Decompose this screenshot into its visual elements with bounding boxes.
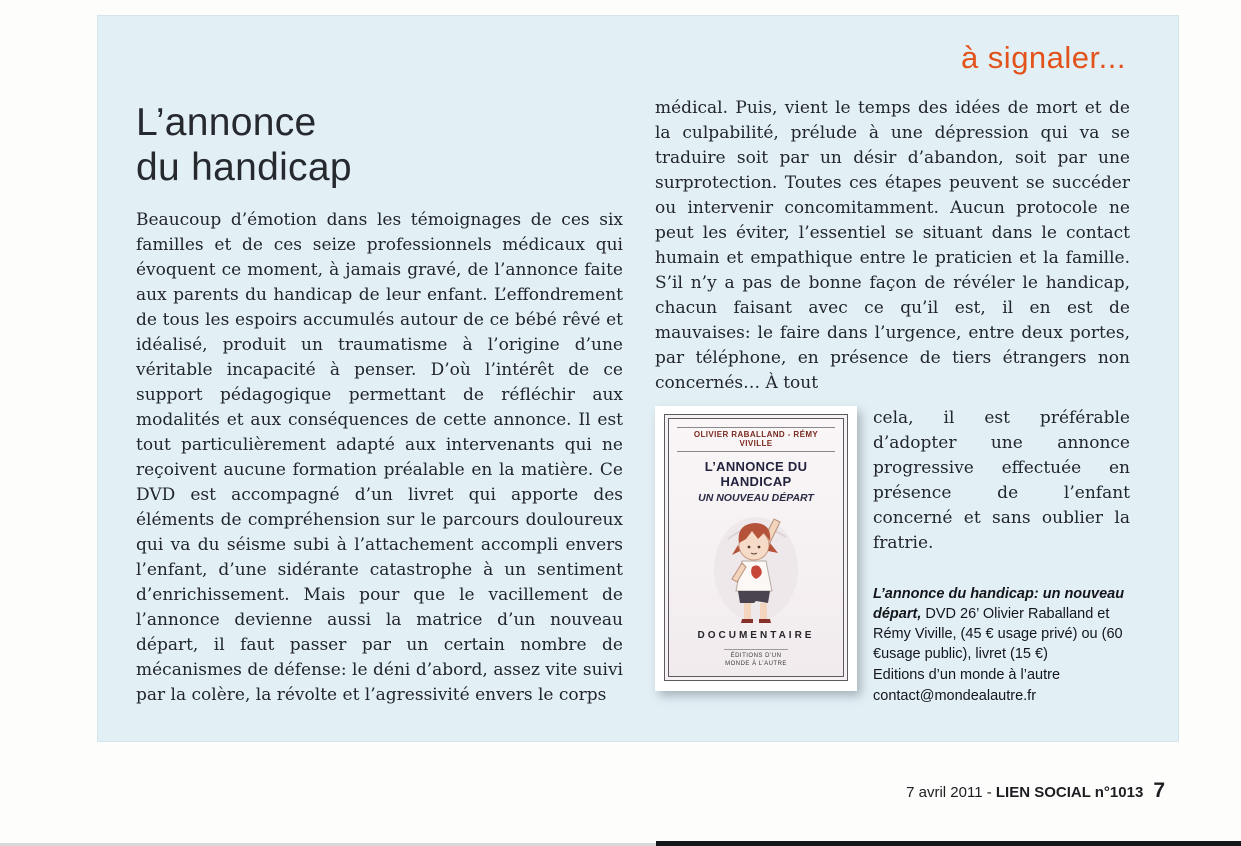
section-label: à signaler... bbox=[960, 40, 1126, 75]
dvd-cover bbox=[664, 414, 848, 681]
article-title bbox=[136, 100, 623, 190]
dvd-cover-title: L’ANNONCE DU HANDICAP bbox=[704, 459, 808, 489]
media-row bbox=[655, 406, 1130, 706]
article-title-line1: L’annonce bbox=[136, 101, 317, 144]
article-panel bbox=[97, 15, 1179, 742]
dvd-caption-contact: contact@mondealautre.fr bbox=[873, 688, 1037, 704]
media-side-column bbox=[873, 406, 1130, 706]
dvd-cover-photo bbox=[655, 406, 857, 691]
article-body-right-top: médical. Puis, vient le temps des idées de mort et de la culpabilité, prélude à une dépression qui va se traduire soit par un désir d’abandon, soit par une surprotection. Toutes ces étapes peuvent se succéder ou intervenir concomitamment. Aucun protocole ne peut les éviter, l’essentiel se situant dans le contact humain et empathique entre le praticien et la famille. S’il n’y a pas de bonne façon de révéler le handicap, chacun faisant avec ce qu’il est, il en est de mauvaises: le faire dans l’urgence, entre deux portes, par téléphone, en présence de tiers étrangers non concernés… À tout bbox=[655, 98, 1130, 393]
footer-issue: LIEN SOCIAL n°1013 bbox=[995, 784, 1144, 801]
dvd-caption-details: DVD 26’ Olivier Raballand et Rémy Viville, (45 € usage privé) ou (60 €usage public), livret (15 €) bbox=[873, 606, 1123, 662]
article-body-right-wrap: cela, il est préférable d’adopter une annonce progressive effectuée en présence de l’enfant concerné et sans oublier la fratrie. bbox=[873, 408, 1130, 553]
dvd-cover-authors: OLIVIER RABALLAND - RÉMY VIVILLE bbox=[677, 427, 835, 452]
dvd-cover-inner bbox=[668, 418, 844, 677]
dvd-cover-illustration bbox=[708, 509, 804, 627]
footer-page-number: 7 bbox=[1153, 779, 1165, 802]
article-body-left: Beaucoup d’émotion dans les témoignages de ces six familles et de ces seize professionnels médicaux qui évoquent ce moment, à jamais gravé, de l’annonce faite aux parents du handicap de leur enfant. L’effondrement de tous les espoirs accumulés autour de ce bébé rêvé et idéalisé, produit un traumatisme à l’origine d’une véritable incapacité à penser. D’où l’intérêt de ce support pédagogique permettant de réfléchir aux modalités et aux conséquences de cette annonce. Il est tout particulièrement adapté aux intervenants qui ne reçoivent aucune formation préalable en la matière. Ce DVD est accompagné d’un livret qui apporte des éléments de compréhension sur le parcours douloureux qui va du séisme subi à l’attachement accompli envers l’enfant, d’une sidérante catastrophe à un sentiment d’enrichissement. Mais pour que le vacillement de l’annonce devienne aussi la matrice d’un nouveau départ, il faut passer par un certain nombre de mécanismes de défense: le déni d’abord, assez vite suivi par la colère, la révolte et l’agressivité envers le corps bbox=[136, 210, 623, 706]
scan-edge-artifact-dark bbox=[656, 841, 1241, 846]
dvd-caption-publisher: Editions d’un monde à l’autre bbox=[873, 667, 1061, 683]
article-title-line2: du handicap bbox=[136, 146, 352, 190]
dvd-cover-genre: DOCUMENTAIRE bbox=[697, 630, 815, 641]
dvd-cover-publisher: ÉDITIONS D’UN MONDE À L’AUTRE bbox=[724, 649, 788, 668]
article-column-left bbox=[136, 96, 623, 708]
dvd-cover-subtitle: UN NOUVEAU DÉPART bbox=[698, 492, 814, 504]
article-columns bbox=[136, 96, 1138, 708]
page-footer bbox=[0, 779, 1165, 803]
article-column-right bbox=[655, 96, 1130, 708]
dvd-caption bbox=[873, 584, 1130, 706]
footer-date: 7 avril 2011 - bbox=[906, 784, 996, 801]
dvd-caption-title: L’annonce du handicap: un nouveau départ, bbox=[873, 586, 1125, 622]
